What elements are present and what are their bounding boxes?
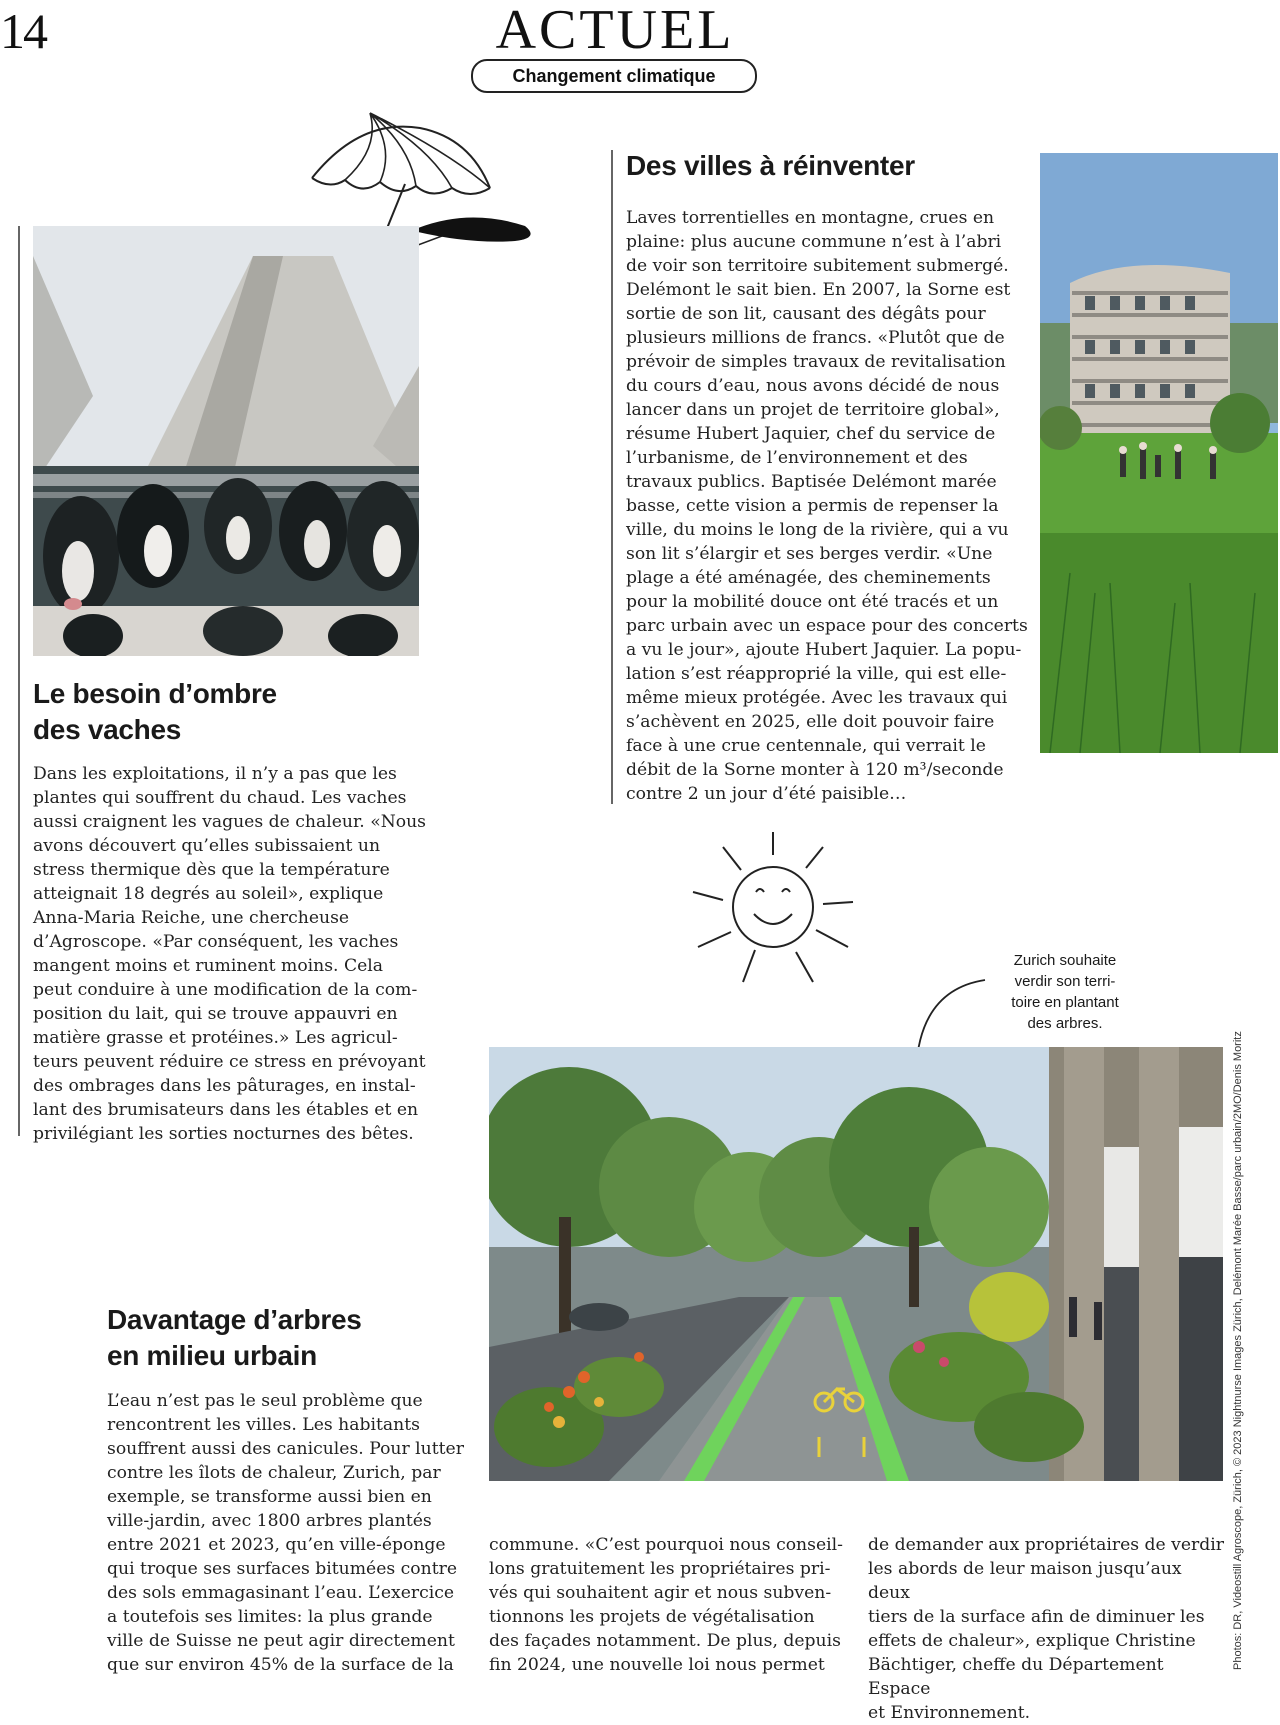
article-body-arbres-col3 (868, 1533, 1228, 1725)
body-text: de demander aux propriétaires de verdir les abords de leur maison jusqu’aux deux tiers de la surface afin de diminuer les effets de chaleur», explique Christine Bächtiger, cheffe du Département Espace et Environnement. (868, 1535, 1224, 1723)
article-title-vaches (33, 676, 423, 748)
delemont-photo (1040, 153, 1278, 753)
zurich-street-photo (489, 1047, 1223, 1481)
title-line: Davantage d’arbres (107, 1304, 362, 1335)
body-text: L’eau n’est pas le seul problème que rencontrent les villes. Les habitants souffrent aussi des canicules. Pour lutter contre les îlots de chaleur, Zurich, par exemple, se transforme aussi bien en ville-jardin, avec 1800 arbres plantés entre 2021 et 2023, qu’en ville-éponge qui troque ses surfaces bitumées contre des sols emmagasinant l’eau. L’exercice a toutefois ses limites: la plus grande ville de Suisse ne peut agir directement que sur environ 45% de la surface de la (107, 1391, 464, 1675)
article-title-arbres (107, 1302, 527, 1374)
photo-credits: Photos: DR, Videostill Agroscope, Zürich, © 2023 Nightnurse Images Zürich, Delémont Marée Basse/parc urbain/2MO/Denis Moritz (1232, 1031, 1244, 1670)
article-body-arbres-col2 (489, 1533, 849, 1677)
title-line: en milieu urbain (107, 1340, 317, 1371)
article-body-arbres-col1 (107, 1389, 482, 1677)
article-body-vaches (33, 762, 428, 1146)
body-text: commune. «C’est pourquoi nous conseil- lons gratuitement les propriétaires pri- vés qui souhaitent agir et nous subven- tionnons les projets de végétalisation des façades notamment. De plus, depuis fin 2024, une nouvelle loi nous permet (489, 1535, 843, 1675)
article-rule (611, 150, 613, 804)
article-title-villes: Des villes à réinventer (626, 150, 915, 181)
photo-caption: Zurich souhaite verdir son terri- toire en plantant des arbres. (1011, 952, 1119, 1032)
body-text: Dans les exploitations, il n’y a pas que les plantes qui souffrent du chaud. Les vaches aussi craignent les vagues de chaleur. «Nous avons découvert qu’elles subissaient un stress thermique dès que la température atteignait 18 degrés au soleil», explique Anna-Maria Reiche, une chercheuse d’Agroscope. «Par conséquent, les vaches mangent moins et ruminent moins. Cela peut conduire à une modification de la com- position du lait, qui se trouve appauvri en matière grasse et protéines.» Les agricul- teurs peuvent réduire ce stress en prévoyant des ombrages dans les pâturages, en instal- lant des brumisateurs dans les étables et en privilégiant les sorties nocturnes des bêtes. (33, 764, 426, 1144)
section-title: ACTUEL (495, 0, 735, 61)
article-body-villes (626, 206, 1046, 806)
cows-photo (33, 226, 419, 656)
title-line: Le besoin d’ombre (33, 678, 277, 709)
rubric-badge: Changement climatique (471, 59, 757, 93)
title-line: des vaches (33, 714, 181, 745)
page-number: 14 (0, 3, 46, 59)
body-text: Laves torrentielles en montagne, crues en plaine: plus aucune commune n’est à l’abri de voir son territoire subitement submergé. Delémont le sait bien. En 2007, la Sorne est sortie de son lit, causant des dégâts pour plusieurs millions de francs. «Plutôt que de prévoir de simples travaux de revitalisation du cours d’eau, nous avons décidé de nous lancer dans un projet de territoire global», résume Hubert Jaquier, chef du service de l’urbanisme, de l’environnement et des travaux publics. Baptisée Delémont marée basse, cette vision a permis de repenser la ville, du moins le long de la rivière, qui a vu son lit s’élargir et ses berges verdir. «Une plage a été aménagée, des cheminements pour la mobilité douce ont été tracés et un parc urbain avec un espace pour des concerts a vu le jour», ajoute Hubert Jaquier. La popu- lation s’est réapproprié la ville, qui est elle- même mieux protégée. Avec les travaux qui s’achèvent en 2025, elle doit pouvoir faire face à une crue centennale, qui verrait le débit de la Sorne monter à 120 m³/seconde contre 2 un jour d’été paisible… (626, 208, 1028, 804)
article-rule (18, 226, 20, 1136)
sun-doodle-icon (688, 822, 858, 992)
